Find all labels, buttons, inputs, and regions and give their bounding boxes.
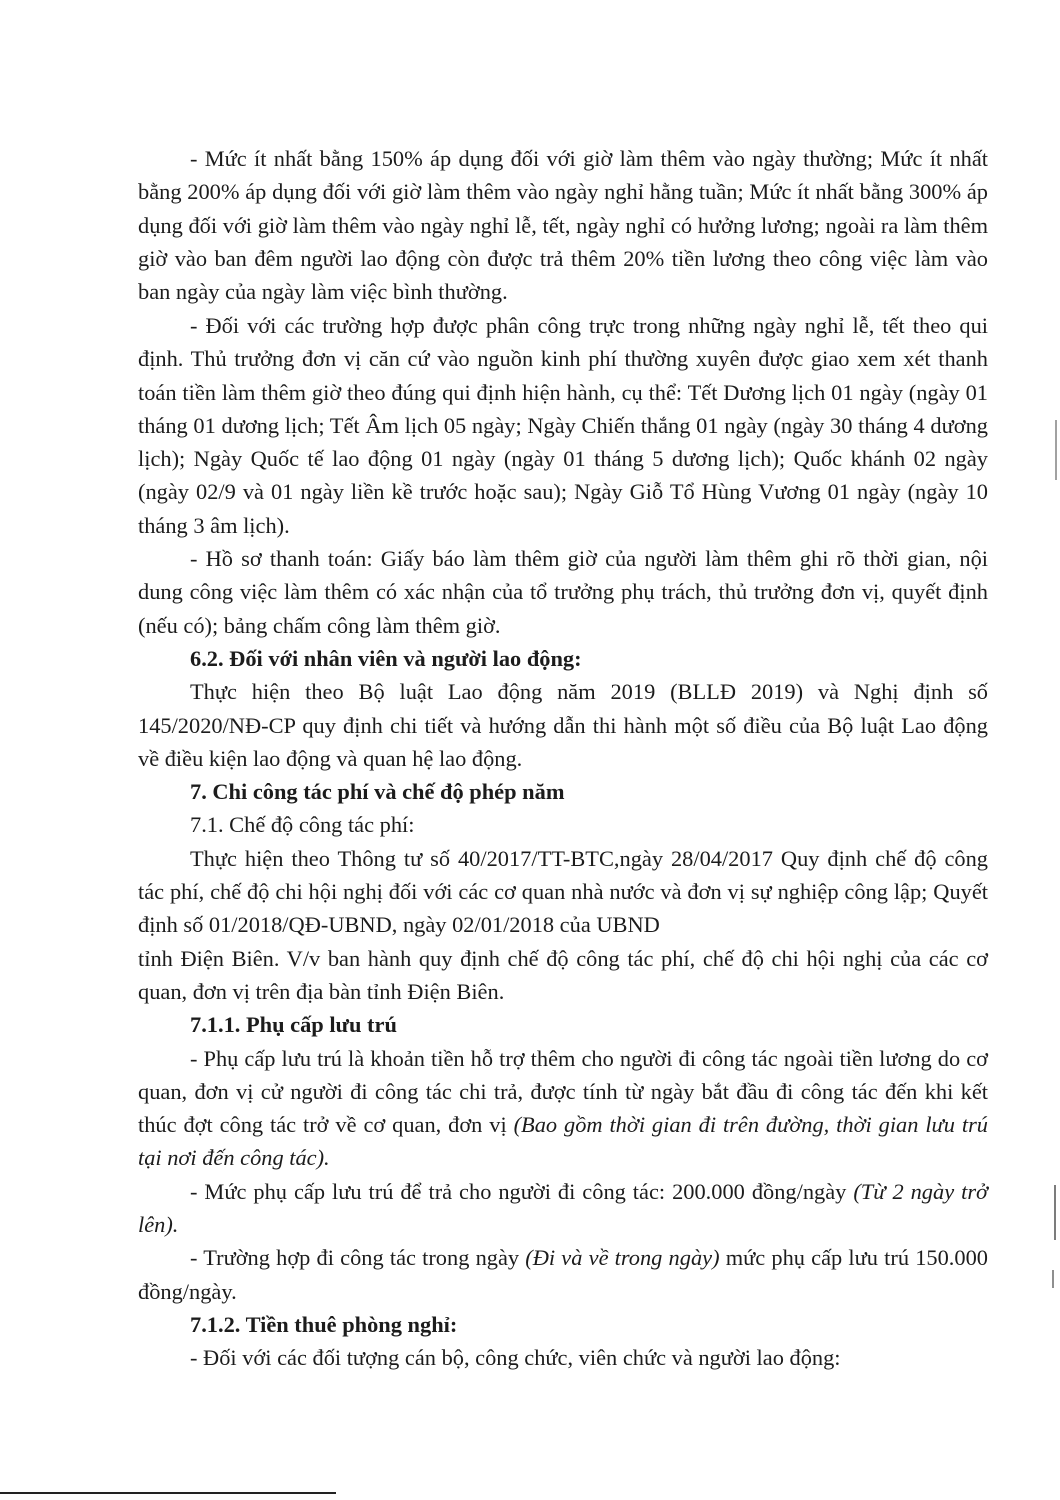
section-7-1-2-heading: 7.1.2. Tiền thuê phòng nghỉ: (190, 1311, 458, 1337)
overtime-rates-paragraph: - Mức ít nhất bằng 150% áp dụng đối với giờ làm thêm vào ngày thường; Mức ít nhất bằng 200% áp dụng đối với giờ làm thêm vào ngày nghỉ hằng tuần; Mức ít nhất bằng 300% áp dụng đối với giờ làm thêm vào ngày nghỉ lễ, tết, ngày nghỉ có hưởng lương; ngoài ra làm thêm giờ vào ban đêm người lao động còn được trả thêm 20% tiền lương theo công việc làm vào ban ngày của ngày làm việc bình thường. (138, 146, 988, 305)
section-7-1-1-heading: 7.1.1. Phụ cấp lưu trú (190, 1012, 397, 1038)
scan-edge-mark (1054, 1185, 1056, 1240)
allowance-definition-text: - Phụ cấp lưu trú là khoản tiền hỗ trợ thêm cho người đi công tác ngoài tiền lương do cơ quan, đơn vị cử người đi công tác chi trả, được tính từ ngày bắt đầu đi công tác đến khi kết thúc đợt công tác trở về cơ quan, đơn vị (138, 1045, 988, 1138)
section-7-heading: 7. Chi công tác phí và chế độ phép năm (190, 779, 565, 805)
province-regulation-paragraph: tỉnh Điện Biên. V/v ban hành quy định chế độ công tác phí, chế độ chi hội nghị của các cơ quan, đơn vị trên địa bàn tỉnh Điện Biên. (138, 945, 988, 1004)
payment-dossier-paragraph: - Hồ sơ thanh toán: Giấy báo làm thêm giờ của người làm thêm ghi rõ thời gian, nội dung công việc làm thêm có xác nhận của tổ trưởng phụ trách, thủ trưởng đơn vị, quyết định (nếu có); bảng chấm công làm thêm giờ. (138, 546, 988, 638)
scan-edge-mark (1052, 1270, 1054, 1288)
room-rent-paragraph: - Đối với các đối tượng cán bộ, công chức, viên chức và người lao động: (190, 1345, 841, 1371)
same-day-text-b: mức phụ cấp lưu trú 150.000 đồng/ngày. (138, 1245, 988, 1304)
same-day-trip-paragraph (138, 1241, 988, 1308)
accommodation-allowance-definition (138, 1042, 988, 1175)
document-body (138, 142, 988, 1374)
holiday-duty-paragraph: - Đối với các trường hợp được phân công trực trong những ngày nghỉ lễ, tết theo qui định. Thủ trưởng đơn vị căn cứ vào nguồn kinh phí thường xuyên được giao xem xét thanh toán tiền làm thêm giờ theo đúng qui định hiện hành, cụ thể: Tết Dương lịch 01 ngày (ngày 01 tháng 01 dương lịch; Tết Âm lịch 05 ngày; Ngày Chiến thắng 01 ngày (ngày 30 tháng 4 dương lịch); Ngày Quốc tế lao động 01 ngày (ngày 01 tháng 5 dương lịch); Quốc khánh 02 ngày (ngày 02/9 và 01 ngày liền kề trước hoặc sau); Ngày Giỗ Tổ Hùng Vương 01 ngày (ngày 10 tháng 3 âm lịch). (138, 312, 988, 538)
circular-reference-paragraph: Thực hiện theo Thông tư số 40/2017/TT-BTC,ngày 28/04/2017 Quy định chế độ công tác phí, chế độ chi hội nghị đối với các cơ quan nhà nước và đơn vị sự nghiệp công lập; Quyết định số 01/2018/QĐ-UBND, ngày 02/01/2018 của UBND (138, 845, 988, 938)
section-7-1-heading: 7.1. Chế độ công tác phí: (190, 812, 415, 838)
allowance-rate-note: (Từ 2 ngày trở lên). (138, 1178, 988, 1237)
section-6-2-heading: 6.2. Đối với nhân viên và người lao động: (190, 645, 582, 671)
allowance-rate-text: - Mức phụ cấp lưu trú để trả cho người đi công tác: 200.000 đồng/ngày (190, 1178, 854, 1204)
bottom-rule (0, 1492, 336, 1494)
same-day-note: (Đi và về trong ngày) (525, 1245, 720, 1271)
allowance-definition-note: (Bao gồm thời gian đi trên đường, thời gian lưu trú tại nơi đến công tác). (138, 1112, 988, 1171)
same-day-text-a: - Trường hợp đi công tác trong ngày (190, 1245, 526, 1271)
labor-code-paragraph: Thực hiện theo Bộ luật Lao động năm 2019 (BLLĐ 2019) và Nghị định số 145/2020/NĐ-CP quy định chi tiết và hướng dẫn thi hành một số điều của Bộ luật Lao động về điều kiện lao động và quan hệ lao động. (138, 679, 988, 771)
allowance-rate-paragraph (138, 1175, 988, 1242)
scan-edge-mark (1055, 420, 1057, 480)
